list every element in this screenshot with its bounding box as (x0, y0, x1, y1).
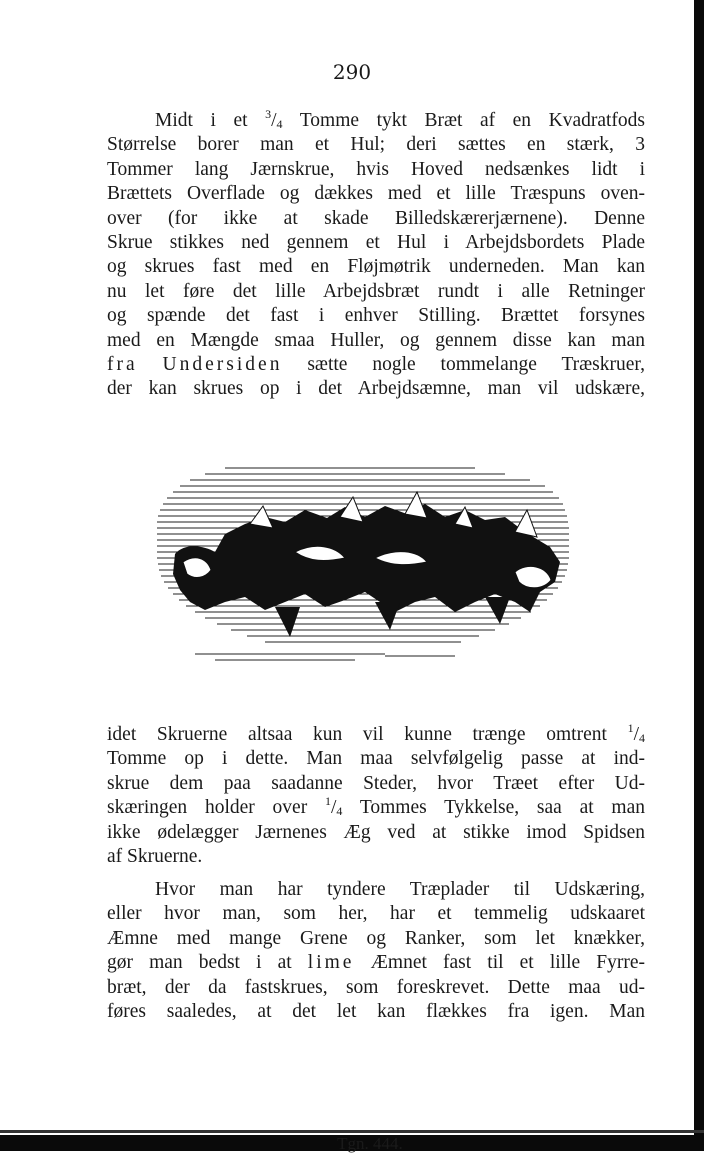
figure-caption: Tgn. 444. (337, 1134, 403, 1153)
text-run: Tommes Tykkelse, saa at man (342, 797, 645, 819)
text-line: og spænde det fast i enhver Stilling. Brættet forsynes (107, 305, 645, 327)
fraction-numerator: 1 (324, 794, 331, 809)
paragraph-2 (107, 723, 645, 869)
text-line: skæringen holder over $^1/_4$ Tommes Tykkelse, saa at man (107, 794, 645, 819)
text-line: Brættets Overflade og dækkes med et lille Træspuns oven- (107, 183, 645, 205)
fraction-numerator: 3 (265, 107, 272, 121)
text-run: Æmnet fast til et lille Fyrre- (354, 952, 645, 974)
text-line: Midt i et $^3/_4$ Tomme tykt Bræt af en Kvadratfods (155, 107, 645, 131)
fraction-denominator: 4 (639, 731, 645, 745)
text-line: der kan skrues op i det Arbejdsæmne, man vil udskære, (107, 378, 645, 400)
page-edge-line (0, 1130, 704, 1133)
fraction-numerator: 1 (627, 721, 634, 735)
text-line: eller hvor man, som her, har et temmelig udskaaret (107, 903, 645, 925)
text-run: gør man bedst i at (107, 952, 308, 974)
spaced-text: fra (107, 354, 138, 376)
text-line: og skrues fast med en Fløjmøtrik underneden. Man kan (107, 256, 645, 278)
engraving-illustration (155, 462, 575, 672)
text-line: idet Skruerne altsaa kun vil kunne trænge omtrent $^1/_4$ (107, 721, 645, 745)
text-run: sætte nogle tommelange Træskruer, (307, 354, 645, 376)
text-run: skæringen holder over (107, 797, 325, 819)
text-run: Tomme tykt Bræt af en Kvadratfods (282, 110, 645, 131)
fraction-denominator: 4 (336, 804, 343, 819)
text-line: Størrelse borer man et Hul; deri sættes en stærk, 3 (107, 134, 645, 156)
text-line: Skrue stikkes ned gennem et Hul i Arbejdsbordets Plade (107, 232, 645, 254)
text-line: nu let føre det lille Arbejdsbræt rundt i alle Retninger (107, 280, 645, 302)
fraction-denominator: 4 (276, 117, 283, 131)
text-run: Midt i et (155, 110, 266, 131)
page-edge-right (694, 0, 704, 1151)
text-line: Æmne med mange Grene og Ranker, som let knækker, (107, 927, 645, 949)
text-line: Tomme op i dette. Man maa selvfølgelig passe at ind- (107, 748, 645, 770)
spaced-text: Undersiden (162, 354, 283, 376)
text-line (107, 353, 645, 377)
text-line: føres saaledes, at det let kan flækkes fra igen. Man (107, 1001, 645, 1023)
spaced-text: lime (307, 952, 355, 974)
text-line (107, 951, 645, 975)
paragraph-3 (107, 878, 645, 1024)
text-line: bræt, der da fastskrues, som foreskrevet. Dette maa ud- (107, 976, 645, 998)
text-line: Tommer lang Jærnskrue, hvis Hoved nedsænkes lidt i (107, 158, 645, 180)
text-run: idet Skruerne altsaa kun vil kunne trænge omtrent (107, 724, 628, 745)
paragraph-1 (107, 109, 645, 402)
text-line: Hvor man har tyndere Træplader til Udskæring, (155, 879, 645, 900)
text-line: over (for ikke at skade Billedskærerjærnene). Denne (107, 207, 645, 229)
text-line: af Skruerne. (107, 846, 203, 868)
page-number: 290 (332, 60, 372, 84)
text-line: ikke ødelægger Jærnenes Æg ved at stikke imod Spidsen (107, 821, 645, 843)
text-line: med en Mængde smaa Huller, og gennem disse kan man (107, 329, 645, 351)
text-line: skrue dem paa saadanne Steder, hvor Træet efter Ud- (107, 772, 645, 794)
